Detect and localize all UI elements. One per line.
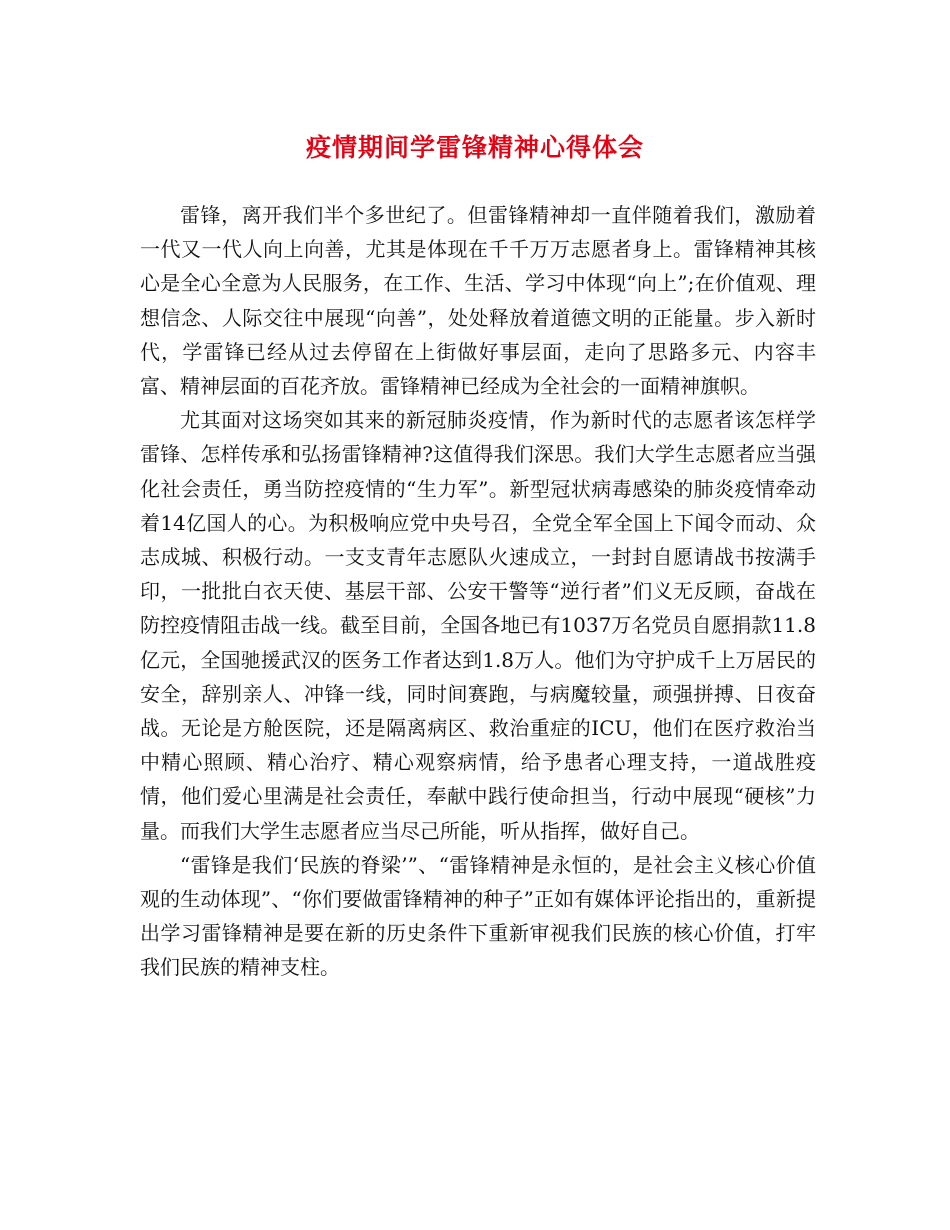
- document-body: [140, 198, 816, 985]
- document-title: 疫情期间学雷锋精神心得体会: [305, 133, 644, 162]
- paragraph-3: “雷锋是我们‘民族的脊梁’”、“雷锋精神是永恒的，是社会主义核心价值观的生动体现”、“你们要做雷锋精神的种子”正如有媒体评论指出的，重新提出学习雷锋精神是要在新的历史条件下重新审视我们民族的核心价值，打牢我们民族的精神支柱。: [140, 852, 816, 980]
- paragraph-2: 尤其面对这场突如其来的新冠肺炎疫情，作为新时代的志愿者该怎样学雷锋、怎样传承和弘扬雷锋精神?这值得我们深思。我们大学生志愿者应当强化社会责任，勇当防控疫情的“生力军”。新型冠状病毒感染的肺炎疫情牵动着14亿国人的心。为积极响应党中央号召，全党全军全国上下闻令而动、众志成城、积极行动。一支支青年志愿队火速成立，一封封自愿请战书按满手印，一批批白衣天使、基层干部、公安干警等“逆行者”们义无反顾，奋战在防控疫情阻击战一线。截至目前，全国各地已有1037万名党员自愿捐款11.8亿元，全国驰援武汉的医务工作者达到1.8万人。他们为守护成千上万居民的安全，辞别亲人、冲锋一线，同时间赛跑，与病魔较量，顽强拼搏、日夜奋战。无论是方舱医院，还是隔离病区、救治重症的ICU，他们在医疗救治当中精心照顾、精心治疗、精心观察病情，给予患者心理支持，一道战胜疫情，他们爱心里满是社会责任，奉献中践行使命担当，行动中展现“硬核”力量。而我们大学生志愿者应当尽己所能，听从指挥，做好自己。: [140, 408, 816, 843]
- paragraph-1: 雷锋，离开我们半个多世纪了。但雷锋精神却一直伴随着我们，激励着一代又一代人向上向善，尤其是体现在千千万万志愿者身上。雷锋精神其核心是全心全意为人民服务，在工作、生活、学习中体现“向上”;在价值观、理想信念、人际交往中展现“向善”，处处释放着道德文明的正能量。步入新时代，学雷锋已经从过去停留在上街做好事层面，走向了思路多元、内容丰富、精神层面的百花齐放。雷锋精神已经成为全社会的一面精神旗帜。: [140, 203, 816, 399]
